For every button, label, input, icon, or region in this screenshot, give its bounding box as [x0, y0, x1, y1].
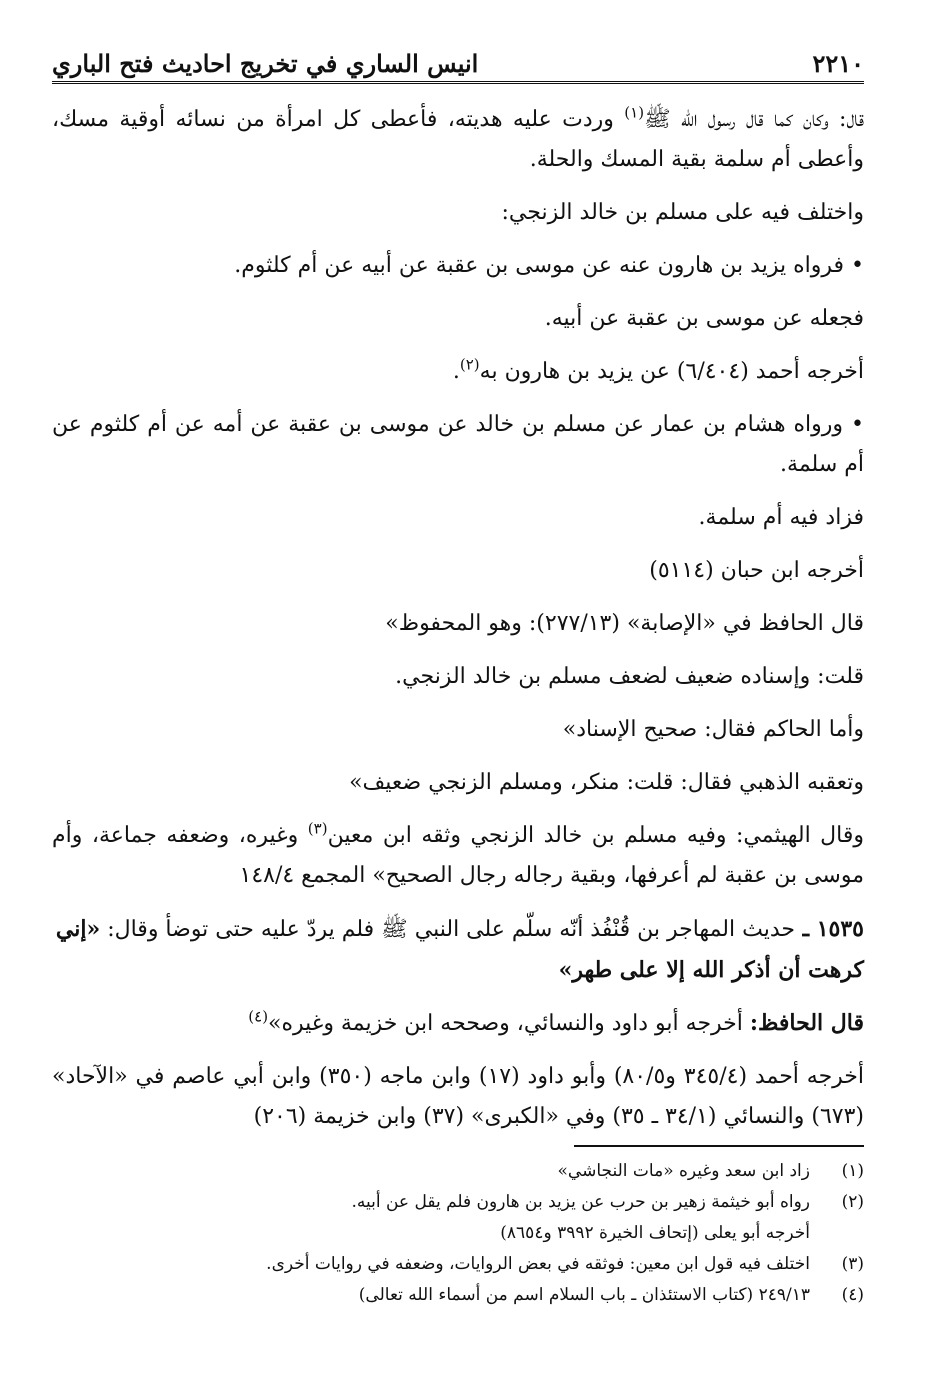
text-run: وقال الهيثمي: وفيه مسلم بن خالد الزنجي وثقه ابن معين	[327, 823, 865, 848]
footnote	[52, 1218, 864, 1249]
footnote	[52, 1280, 864, 1311]
footnote-marker: (١)	[624, 103, 645, 122]
text-run: .	[452, 359, 460, 384]
text-run: وغيره، وضعفه جماعة، وأم موسى بن عقبة لم أعرفها، وبقية رجاله رجال الصحيح» المجمع ١٤٨/٤	[52, 823, 864, 888]
footnote-number: (٣)	[841, 1254, 864, 1274]
paragraph	[52, 100, 864, 180]
footnote-number: (٤)	[841, 1285, 864, 1305]
text-run: وردت عليه هديته، فأعطى كل امرأة من نسائه أوقية مسك، وأعطى أم سلمة بقية المسك والحلة.	[52, 107, 864, 172]
bullet-paragraph: • فرواه يزيد بن هارون عنه عن موسى بن عقبة عن أبيه عن أم كلثوم.	[52, 246, 864, 286]
main-text	[52, 100, 864, 1150]
text-run: أخرجه أحمد (٦/٤٠٤) عن يزيد بن هارون به	[479, 359, 864, 384]
paragraph: أخرجه أحمد (٣٤٥/٤ و٨٠/٥) وأبو داود (١٧) وابن ماجه (٣٥٠) وابن أبي عاصم في «الآحاد» (٦٧٣) والنسائي (٣٤/١ ـ ٣٥) وفي «الكبرى» (٣٧) وابن خزيمة (٢٠٦)	[52, 1064, 865, 1129]
paragraph	[52, 816, 864, 896]
paragraph: أخرجه ابن حبان (٥١١٤)	[649, 558, 864, 583]
paragraph	[52, 352, 864, 392]
running-title: انيس الساري في تخريج احاديث فتح الباري	[52, 49, 479, 78]
hadith-quote: «إني كرهت أن أذكر الله إلا على طهر»	[55, 916, 864, 983]
hadith-entry	[52, 909, 864, 991]
bullet-paragraph: • ورواه هشام بن عمار عن مسلم بن خالد عن موسى بن عقبة عن أمه عن أم كلثوم عن أم سلمة.	[52, 405, 864, 485]
paragraph: فزاد فيه أم سلمة.	[698, 505, 864, 530]
footnote	[52, 1156, 864, 1187]
footnote-marker: (٤)	[248, 1007, 269, 1026]
hadith-text: حديث المهاجر بن قُنْفُذ أنّه سلّم على النبي ﷺ فلم يردّ عليه حتى توضأ وقال:	[100, 917, 795, 942]
header-rule	[52, 81, 864, 84]
paragraph: فجعله عن موسى بن عقبة عن أبيه.	[544, 306, 864, 331]
footnote-text: ٢٤٩/١٣ (كتاب الاستئذان ـ باب السلام اسم من أسماء الله تعالى)	[358, 1285, 810, 1305]
footnote-number: (٢)	[841, 1192, 864, 1212]
footnote-number: (١)	[841, 1161, 864, 1181]
footnote-marker: (٢)	[459, 355, 480, 374]
paragraph: وتعقبه الذهبي فقال: قلت: منكر، ومسلم الزنجي ضعيف»	[349, 770, 864, 795]
hafiz-paragraph	[52, 1003, 864, 1044]
footnote-number	[822, 1218, 864, 1249]
text-run: قال: وكان كما قال رسول الله ﷺ	[644, 107, 864, 132]
hadith-number: ١٥٣٥	[816, 916, 864, 942]
text-run: أخرجه أبو داود والنسائي، وصححه ابن خزيمة وغيره»	[268, 1011, 750, 1036]
footnote	[52, 1249, 864, 1280]
footnote-marker: (٣)	[307, 819, 328, 838]
hafiz-label: قال الحافظ:	[749, 1010, 864, 1036]
footnote-text: اختلف فيه قول ابن معين: فوثقه في بعض الروايات، وضعفه في روايات أخرى.	[266, 1254, 810, 1274]
footnotes	[52, 1156, 864, 1311]
paragraph: قلت: وإسناده ضعيف لضعف مسلم بن خالد الزنجي.	[395, 664, 864, 689]
paragraph: وأما الحاكم فقال: صحيح الإسناد»	[562, 717, 864, 742]
footnote-text: زاد ابن سعد وغيره «مات النجاشي»	[557, 1161, 810, 1181]
footnote-separator	[574, 1145, 864, 1147]
page-header	[52, 40, 864, 78]
footnote-text: رواه أبو خيثمة زهير بن حرب عن يزيد بن هارون فلم يقل عن أبيه.	[351, 1192, 810, 1212]
paragraph: قال الحافظ في «الإصابة» (٢٧٧/١٣): وهو المحفوظ»	[385, 611, 864, 636]
hadith-dash: ـ	[794, 916, 817, 942]
footnote	[52, 1187, 864, 1218]
paragraph: واختلف فيه على مسلم بن خالد الزنجي:	[501, 200, 864, 225]
footnote-text: أخرجه أبو يعلى (إتحاف الخيرة ٣٩٩٢ و٨٦٥٤)	[500, 1223, 810, 1243]
page-number: ٢٢١٠	[812, 49, 864, 78]
